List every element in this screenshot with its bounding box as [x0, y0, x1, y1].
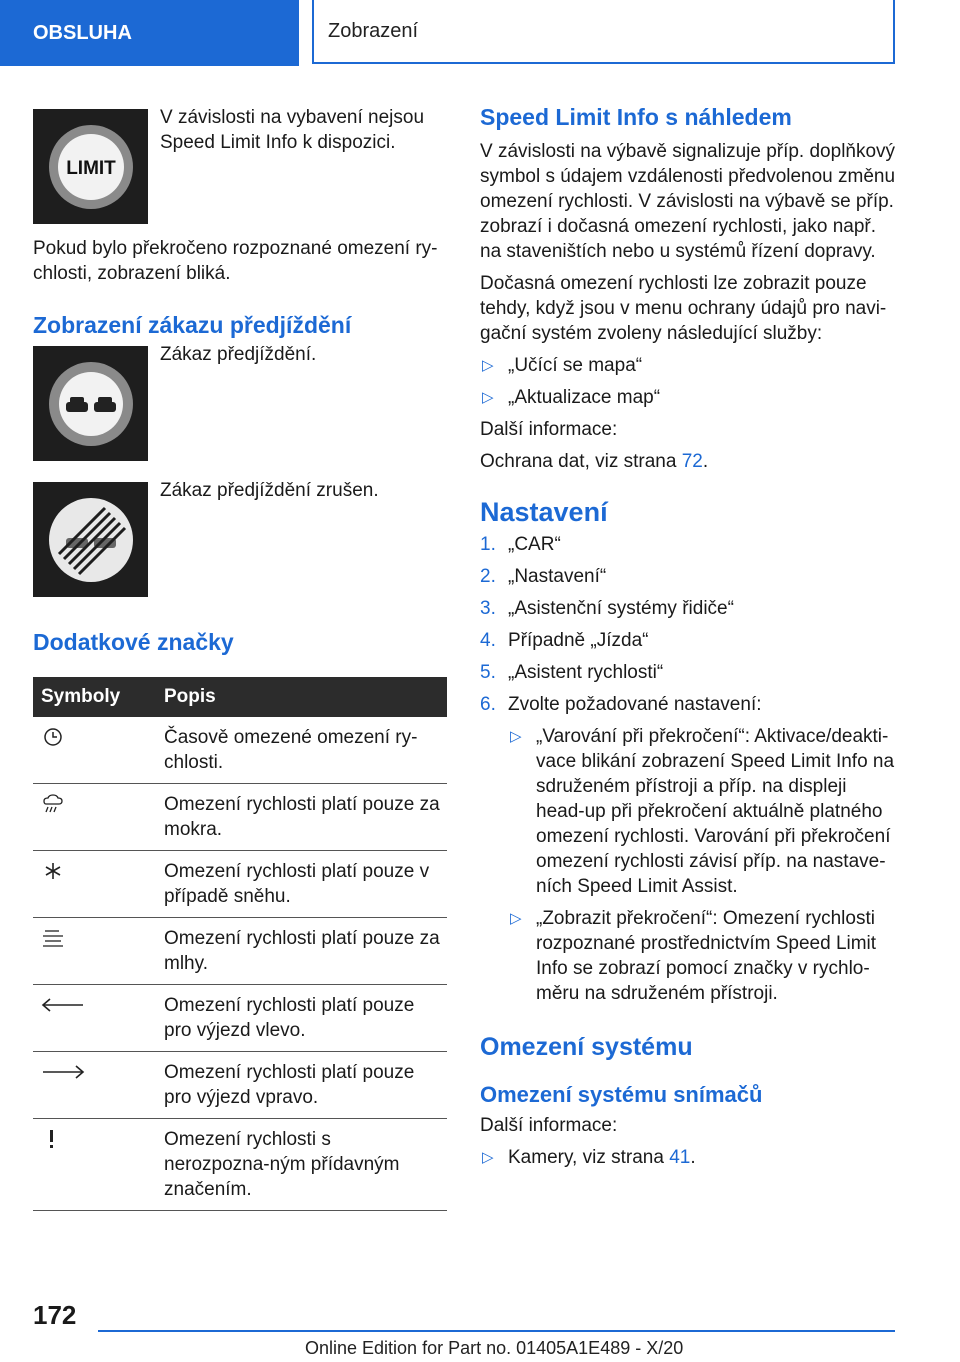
- section-title: OBSLUHA: [33, 21, 132, 44]
- table-cell-desc: Omezení rychlosti platí pouze v případě sněhu.: [156, 851, 447, 918]
- left-column: [33, 100, 447, 1211]
- footer-divider: [98, 1330, 895, 1332]
- fog-icon: [33, 918, 156, 985]
- more-info-label: Další informace:: [480, 419, 618, 440]
- overtake-end-image: [33, 482, 148, 597]
- settings-heading: Nastavení: [480, 497, 608, 527]
- snowflake-icon: [33, 851, 156, 918]
- privacy-ref-text: Ochrana dat, viz strana: [480, 451, 682, 472]
- triangle-bullet-icon: ▷: [510, 728, 522, 745]
- step-number: 3.: [480, 598, 496, 619]
- step-number: 1.: [480, 534, 496, 555]
- overtake-ban-text: Zákaz předjíždění.: [160, 344, 317, 365]
- table-cell-desc: Časově omezené omezení ry-chlosti.: [156, 717, 447, 784]
- table-cell-desc: Omezení rychlosti platí pouze pro výjezd vlevo.: [156, 985, 447, 1052]
- extra-signs-table: [33, 677, 447, 1211]
- col-desc-header: Popis: [156, 677, 447, 717]
- clock-icon: [33, 717, 156, 784]
- step-number: 4.: [480, 630, 496, 651]
- privacy-page-link[interactable]: 72: [681, 451, 703, 472]
- preview-description: V závislosti na výbavě signalizuje příp. doplňkový symbol s údajem vzdálenosti předvolenou změnu omezení rychlosti. V závislosti na výbavě se příp. zobrazí i dočasná omezení rychlosti, jako např. na staveništích nebo u systémů řízení dopravy.: [480, 141, 896, 262]
- table-row: [33, 918, 447, 985]
- step-text: Zvolte požadované nastavení:: [508, 694, 762, 715]
- list-item: [508, 724, 900, 899]
- list-item: [480, 596, 900, 621]
- table-row: [33, 851, 447, 918]
- list-item: [480, 1145, 900, 1170]
- list-item-text: „Aktualizace map“: [508, 387, 661, 408]
- list-item: [480, 564, 900, 589]
- list-item: [480, 385, 900, 410]
- services-list: [480, 353, 900, 410]
- privacy-ref: [480, 449, 900, 474]
- settings-steps: [480, 532, 900, 1006]
- chapter-tab: [312, 0, 895, 64]
- overtake-end-text: Zákaz předjíždění zrušen.: [160, 480, 379, 501]
- list-item: [508, 906, 900, 1006]
- table-row: [33, 784, 447, 851]
- table-header-row: [33, 677, 447, 717]
- limit-sign-label: LIMIT: [65, 157, 116, 179]
- step-number: 2.: [480, 566, 496, 587]
- table-cell-desc: Omezení rychlosti platí pouze za mlhy.: [156, 918, 447, 985]
- end-of-no-overtaking-icon: [46, 495, 136, 585]
- triangle-bullet-icon: ▷: [482, 389, 494, 406]
- step-text: „CAR“: [508, 534, 561, 555]
- preview-temporary-limits: Dočasná omezení rychlosti lze zobrazit pouze tehdy, když jsou v menu ochrany údajů pro navi-gační systém zvoleny následující služby:: [480, 273, 887, 344]
- settings-options: [508, 724, 900, 1006]
- triangle-bullet-icon: ▷: [482, 1149, 494, 1166]
- section-tab: [0, 0, 299, 66]
- list-item-text: „Učící se mapa“: [508, 355, 643, 376]
- table-row: [33, 1052, 447, 1119]
- step-number: 6.: [480, 694, 496, 715]
- table-cell-desc: Omezení rychlosti platí pouze za mokra.: [156, 784, 447, 851]
- extra-signs-heading: Dodatkové značky: [33, 629, 234, 655]
- arrow-right-icon: [33, 1052, 156, 1119]
- limits-heading: Omezení systému: [480, 1033, 693, 1061]
- chapter-title: Zobrazení: [328, 19, 419, 42]
- overtake-ban-row: [33, 346, 447, 461]
- right-column: [480, 100, 900, 1170]
- list-item: [480, 628, 900, 653]
- list-item: [480, 660, 900, 685]
- col-symbol-header: Symboly: [33, 677, 156, 717]
- edition-text: Online Edition for Part no. 01405A1E489 - X/20: [305, 1338, 684, 1358]
- list-item: [480, 532, 900, 557]
- exclamation-icon: [33, 1119, 156, 1211]
- triangle-bullet-icon: ▷: [482, 357, 494, 374]
- list-item: [480, 353, 900, 378]
- overtake-heading: Zobrazení zákazu předjíždění: [33, 312, 352, 338]
- table-row: [33, 717, 447, 784]
- arrow-left-icon: [33, 985, 156, 1052]
- limit-sign-image: [33, 109, 148, 224]
- rain-cloud-icon: [33, 784, 156, 851]
- triangle-bullet-icon: ▷: [510, 910, 522, 927]
- limit-exceeded-text: Pokud bylo překročeno rozpoznané omezení ry-chlosti, zobrazení bliká.: [33, 238, 438, 284]
- overtake-end-row: [33, 482, 447, 597]
- sensor-limits-heading: Omezení systému snímačů: [480, 1082, 763, 1107]
- sensor-list: [480, 1145, 900, 1170]
- preview-heading: Speed Limit Info s náhledem: [480, 104, 792, 130]
- limit-availability-text: V závislosti na vybavení nejsou Speed Limit Info k dispozici.: [160, 107, 425, 153]
- option-text: „Varování při překročení“: Aktivace/deakti-vace blikání zobrazení Speed Limit Info na sdruženém přístroji a příp. na displeji head-up při překročení aktuálně platného omezení rychlosti. Varování při překročení omezení rychlosti závisí příp. na nastave-ních Speed Limit Assist.: [536, 726, 895, 897]
- step-text: „Asistent rychlosti“: [508, 662, 664, 683]
- camera-ref-text: Kamery, viz strana: [508, 1147, 670, 1168]
- step-number: 5.: [480, 662, 496, 683]
- table-cell-desc: Omezení rychlosti s nerozpozna-ným přídavným značením.: [156, 1119, 447, 1211]
- list-item: [480, 692, 900, 1006]
- limit-sign-row: [33, 109, 447, 224]
- table-cell-desc: Omezení rychlosti platí pouze pro výjezd vpravo.: [156, 1052, 447, 1119]
- more-info-label-2: Další informace:: [480, 1115, 618, 1136]
- camera-ref-period: .: [690, 1147, 696, 1168]
- no-overtaking-icon: [46, 359, 136, 449]
- table-row: [33, 985, 447, 1052]
- camera-page-link[interactable]: 41: [669, 1147, 691, 1168]
- page-number: 172: [33, 1300, 77, 1330]
- table-row: [33, 1119, 447, 1211]
- option-text: „Zobrazit překročení“: Omezení rychlosti rozpoznané prostřednictvím Speed Limit Info se zobrazí pomocí značky v rychlo-měru na sdruženém přístroji.: [536, 908, 877, 1004]
- overtake-ban-image: [33, 346, 148, 461]
- limit-sign-icon: [46, 122, 136, 212]
- step-text: Případně „Jízda“: [508, 630, 649, 651]
- step-text: „Nastavení“: [508, 566, 607, 587]
- step-text: „Asistenční systémy řidiče“: [508, 598, 734, 619]
- privacy-ref-period: .: [702, 451, 709, 472]
